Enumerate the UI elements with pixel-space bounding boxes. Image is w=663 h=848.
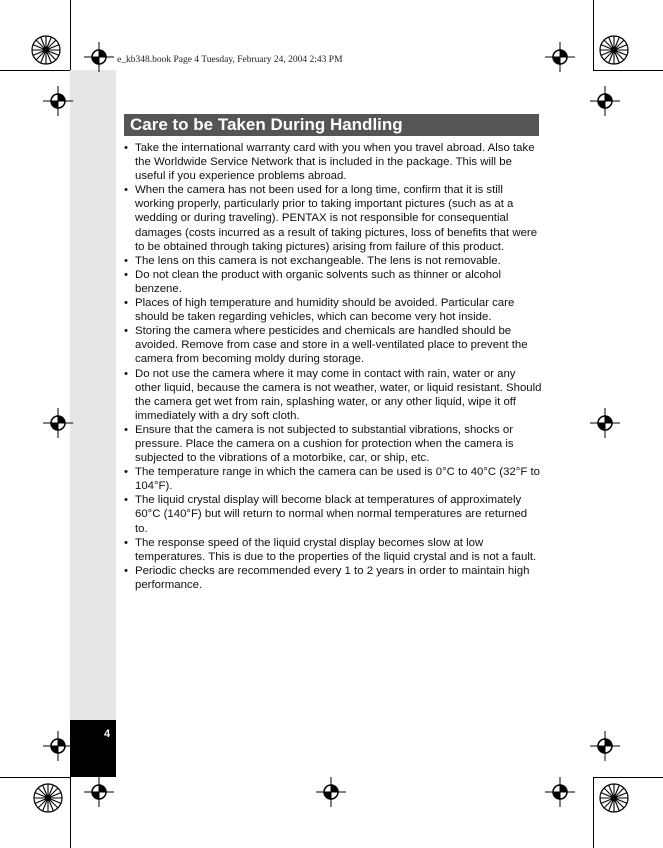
starburst-mark-icon [30, 34, 62, 66]
crop-line [593, 70, 663, 71]
page-sidebar-strip [70, 70, 116, 720]
list-item-text: The lens on this camera is not exchangeable. The lens is not removable. [135, 254, 501, 267]
starburst-mark-icon [32, 782, 64, 814]
crop-line [593, 777, 594, 848]
list-item-text: The liquid crystal display will become black at temperatures of approximately 60°C (140°F) but will return to normal when normal temperatures are returned to. [135, 494, 528, 535]
bullet-icon: • [124, 297, 128, 310]
list-item [124, 465, 542, 493]
registration-mark-icon [590, 408, 620, 438]
list-item-text: The response speed of the liquid crystal display becomes slow at low temperatures. This is due to the properties of the liquid crystal and is not a fault. [135, 536, 537, 563]
bullet-icon: • [124, 184, 128, 197]
list-item-text: Places of high temperature and humidity should be avoided. Particular care should be taken regarding vehicles, which can become very hot inside. [135, 297, 515, 324]
crop-line [0, 70, 70, 71]
content-area [124, 141, 542, 592]
crop-line [593, 777, 663, 778]
registration-mark-icon [84, 777, 114, 807]
list-item [124, 183, 542, 253]
section-title: Care to be Taken During Handling [130, 115, 403, 134]
starburst-mark-icon [598, 34, 630, 66]
registration-mark-icon [590, 731, 620, 761]
list-item [124, 141, 542, 183]
list-item [124, 367, 542, 423]
bullet-icon: • [124, 254, 128, 267]
registration-mark-icon [43, 408, 73, 438]
list-item [124, 564, 542, 592]
list-item [124, 493, 542, 535]
list-item-text: Periodic checks are recommended every 1 to 2 years in order to maintain high performance. [135, 564, 530, 591]
handling-bullet-list [124, 141, 542, 592]
registration-mark-icon [84, 42, 114, 72]
crop-line [70, 0, 71, 70]
starburst-mark-icon [598, 782, 630, 814]
list-item-text: The temperature range in which the camera can be used is 0°C to 40°C (32°F to 104°F). [135, 466, 540, 493]
list-item-text: Ensure that the camera is not subjected to substantial vibrations, shocks or pressure. Place the camera on a cushion for protection when the camera is subjected to the vibrations of a motorbike, car, or ship, etc. [135, 423, 514, 465]
registration-mark-icon [43, 731, 73, 761]
list-item [124, 268, 542, 296]
bullet-icon: • [124, 466, 128, 479]
bullet-icon: • [124, 423, 128, 436]
crop-line [593, 0, 594, 70]
registration-mark-icon [545, 42, 575, 72]
bullet-icon: • [124, 325, 128, 338]
list-item [124, 254, 542, 268]
list-item-text: Take the international warranty card with you when you travel abroad. Also take the Worldwide Service Network that is included in the package. This will be useful if you experience problems abroad. [135, 142, 535, 183]
bullet-icon: • [124, 367, 128, 380]
registration-mark-icon [43, 86, 73, 116]
crop-line [70, 777, 71, 848]
crop-line [0, 777, 70, 778]
bullet-icon: • [124, 536, 128, 549]
list-item [124, 536, 542, 564]
list-item [124, 324, 542, 366]
registration-mark-icon [590, 86, 620, 116]
registration-mark-icon [545, 777, 575, 807]
bullet-icon: • [124, 564, 128, 577]
print-header-line: e_kb348.book Page 4 Tuesday, February 24, 2004 2:43 PM [117, 55, 343, 65]
list-item [124, 296, 542, 324]
page-number: 4 [104, 728, 111, 740]
list-item-text: When the camera has not been used for a long time, confirm that it is still working properly, particularly prior to taking important pictures (such as at a wedding or during traveling). PENTAX is not responsible for consequential damages (costs incurred as a result of taking pictures, loss of benefits that were to be obtained through taking pictures) arising from failure of this product. [135, 184, 538, 253]
list-item [124, 423, 542, 465]
section-title-bar [124, 114, 539, 136]
registration-mark-icon [316, 777, 346, 807]
bullet-icon: • [124, 142, 128, 154]
list-item-text: Do not clean the product with organic solvents such as thinner or alcohol benzene. [135, 268, 501, 295]
bullet-icon: • [124, 494, 128, 507]
bullet-icon: • [124, 268, 128, 281]
list-item-text: Do not use the camera where it may come in contact with rain, water or any other liquid, because the camera is not weather, water, or liquid resistant. Should the camera get wet from rain, splashing water, or any other liquid, wipe it off immediately with a dry soft cloth. [135, 367, 542, 422]
list-item-text: Storing the camera where pesticides and chemicals are handled should be avoided. Remove from case and store in a well-ventilated place to prevent the camera from becoming moldy during storage. [135, 325, 528, 366]
